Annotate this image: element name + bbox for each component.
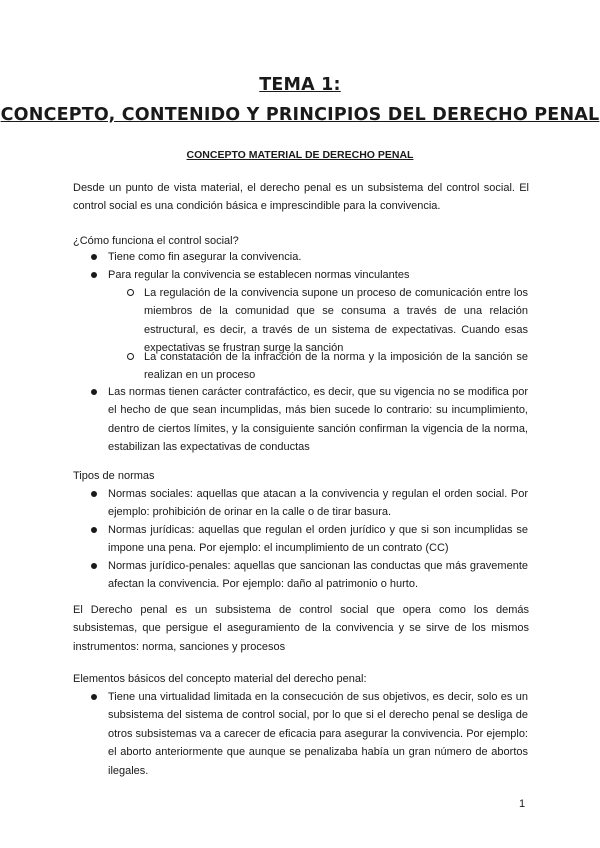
list-item: Normas jurídico-penales: aquellas que sancionan las conductas que más gravemente afectan la convivencia. Por ejemplo: daño al patrimonio o hurto. — [108, 560, 528, 591]
list-item: Normas jurídicas: aquellas que regulan el orden jurídico y que si son incumplidas se impone una pena. Por ejemplo: el incumplimiento de un contrato (CC) — [108, 524, 528, 555]
list-item: Para regular la convivencia se establecen normas vinculantes — [108, 269, 410, 281]
control-social-question: ¿Cómo funciona el control social? — [73, 235, 239, 247]
bullet-icon — [91, 563, 97, 569]
elementos-heading: Elementos básicos del concepto material del derecho penal: — [73, 673, 367, 685]
sub-list-item: La constatación de la infracción de la norma y la imposición de la sanción se realizan en un proceso — [144, 351, 528, 382]
bullet-icon — [91, 527, 97, 533]
list-item: Las normas tienen carácter contrafáctico, es decir, que su vigencia no se modifica por el hecho de que sean incumplidas, más bien sucede lo contrario: su incumplimiento, dentro de ciertos límites, y la consiguiente sanción confirman la vigencia de la norma, estabilizan las expectativas de conductas — [108, 386, 528, 454]
bullet-icon — [91, 254, 97, 260]
chapter-subtitle: CONCEPTO, CONTENIDO Y PRINCIPIOS DEL DERECHO PENAL — [0, 105, 600, 125]
derecho-penal-paragraph: El Derecho penal es un subsistema de control social que opera como los demás subsistemas, que persigue el aseguramiento de la convivencia y se sirve de los mismos instrumentos: norma, sanciones y procesos — [73, 604, 529, 653]
circle-bullet-icon — [127, 353, 134, 360]
circle-bullet-icon — [127, 289, 134, 296]
list-item: Normas sociales: aquellas que atacan a la convivencia y regulan el orden social. Por ejemplo: prohibición de orinar en la calle o de tirar basura. — [108, 488, 528, 519]
bullet-icon — [91, 272, 97, 278]
bullet-icon — [91, 694, 97, 700]
sub-list-item: La regulación de la convivencia supone un proceso de comunicación entre los miembros de la comunidad que se consuma a través de una relación estructural, es decir, a través de un sistema de expectativas. Cuando esas expectativas se frustran surge la sanción — [144, 287, 528, 355]
page-number: 1 — [519, 798, 526, 810]
bullet-icon — [91, 491, 97, 497]
section-heading: CONCEPTO MATERIAL DE DERECHO PENAL — [186, 149, 414, 161]
list-item: Tiene como fin asegurar la convivencia. — [108, 251, 302, 263]
intro-paragraph: Desde un punto de vista material, el derecho penal es un subsistema del control social. El control social es una condición básica e imprescindible para la convivencia. — [73, 182, 529, 213]
list-item: Tiene una virtualidad limitada en la consecución de sus objetivos, es decir, solo es un subsistema del sistema de control social, por lo que si el derecho penal se desliga de otros subsistemas va a carecer de eficacia para asegurar la convivencia. Por ejemplo: el aborto anteriormente que aunque se penalizaba había un gran número de abortos ilegales. — [108, 691, 528, 777]
chapter-title: TEMA 1: — [259, 75, 341, 95]
tipos-heading: Tipos de normas — [73, 470, 155, 482]
bullet-icon — [91, 389, 97, 395]
